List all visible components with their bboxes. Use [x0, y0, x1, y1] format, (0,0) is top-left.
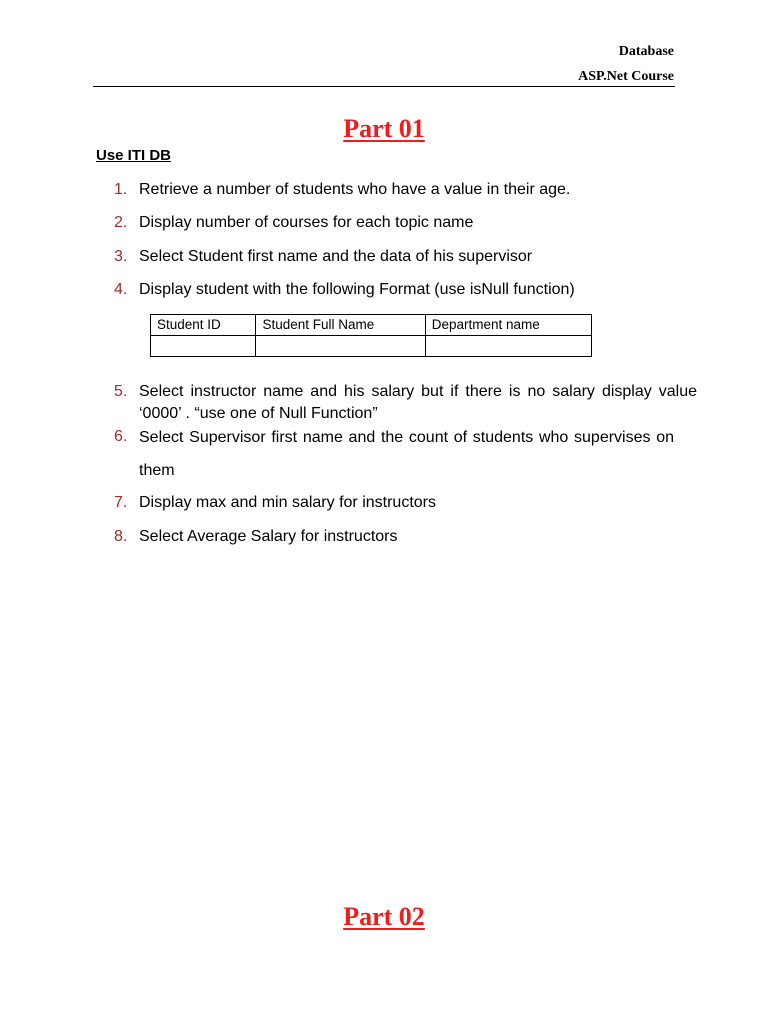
table-cell-empty — [256, 336, 425, 357]
question-1-text: Retrieve a number of students who have a value in their age. — [139, 181, 571, 198]
header-course-name: ASP.Net Course — [578, 69, 674, 84]
table-row — [151, 336, 592, 357]
question-7-text: Display max and min salary for instructors — [139, 494, 436, 511]
question-6-text: Select Supervisor first name and the count of students who supervises on them — [139, 429, 674, 479]
question-6-number: 6. — [114, 428, 128, 445]
table-cell-empty — [151, 336, 256, 357]
header-course-category: Database — [618, 44, 674, 59]
table-cell-empty — [425, 336, 591, 357]
question-1-number: 1. — [114, 181, 128, 198]
table-header-department-name: Department name — [425, 315, 591, 336]
part-01-title — [0, 114, 768, 144]
question-2-text: Display number of courses for each topic name — [139, 214, 474, 231]
section-label-use-iti-db: Use ITI DB — [96, 147, 172, 164]
table-header-row — [151, 315, 592, 336]
part-02-title — [0, 902, 768, 932]
table-header-student-full-name: Student Full Name — [256, 315, 425, 336]
question-7-number: 7. — [114, 494, 128, 511]
question-5-number: 5. — [114, 383, 128, 400]
part-01-title-text: Part 01 — [343, 114, 425, 143]
question-2-number: 2. — [114, 214, 128, 231]
part-02-title-text: Part 02 — [343, 902, 425, 931]
question-4-text: Display student with the following Format (use isNull function) — [139, 281, 575, 298]
question-8-text: Select Average Salary for instructors — [139, 528, 398, 545]
question-3-number: 3. — [114, 248, 128, 265]
table-header-student-id: Student ID — [151, 315, 256, 336]
question-4-number: 4. — [114, 281, 128, 298]
header-divider — [93, 86, 675, 87]
question-3-text: Select Student first name and the data of his supervisor — [139, 248, 533, 265]
question-5-text: Select instructor name and his salary but if there is no salary display value ‘0000’ . “use one of Null Function” — [139, 383, 697, 422]
question-8-number: 8. — [114, 528, 128, 545]
student-format-table — [150, 314, 592, 357]
